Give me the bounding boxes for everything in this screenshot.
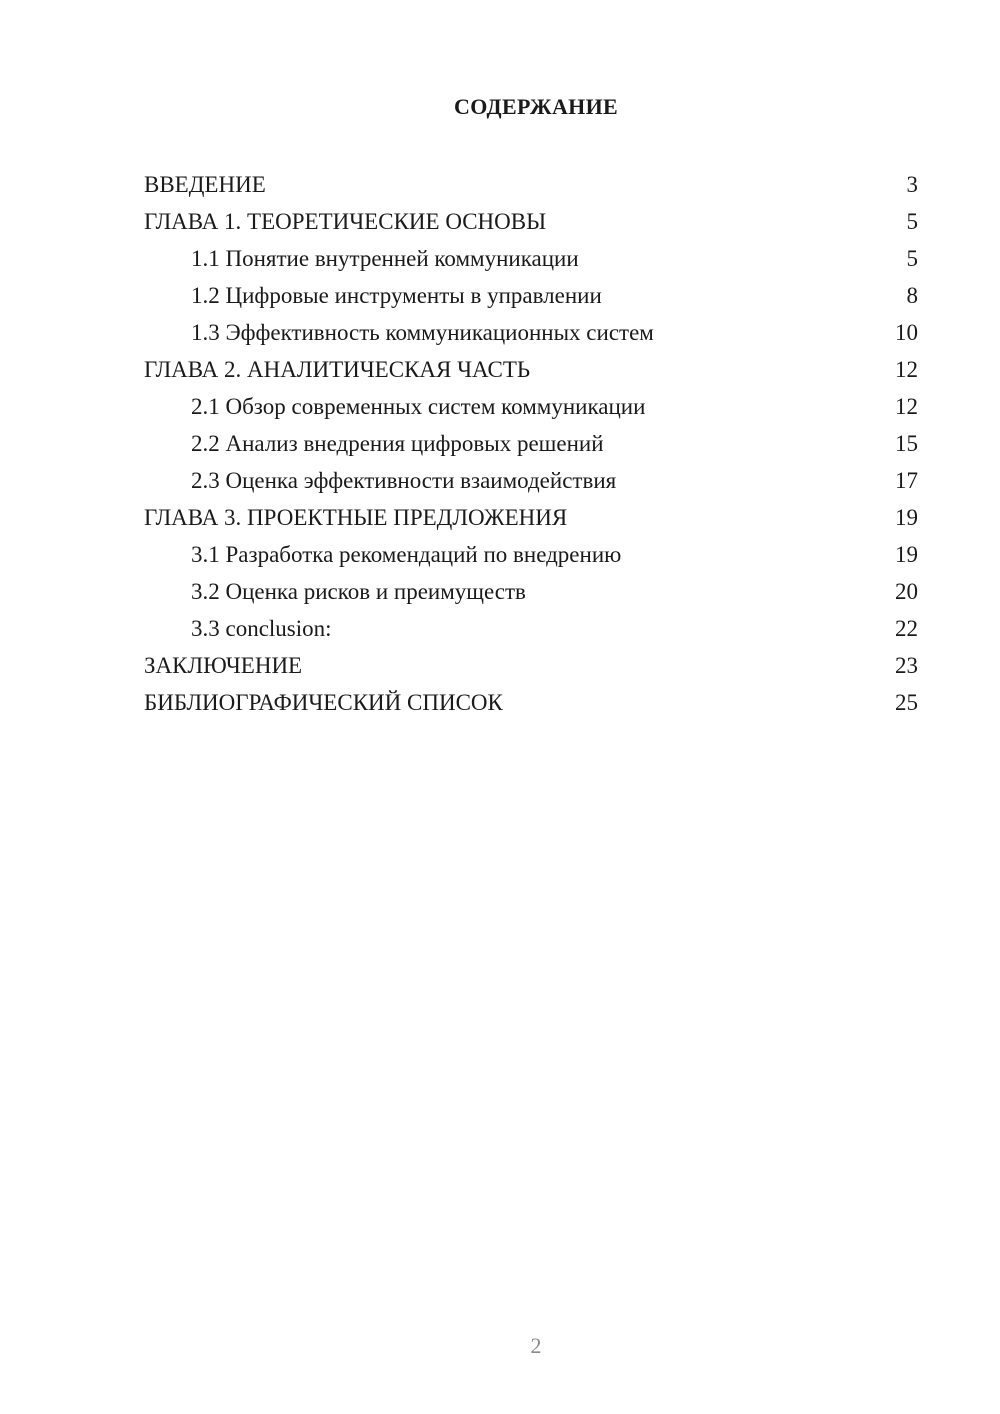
toc-entry — [144, 647, 918, 684]
toc-subentry — [144, 573, 918, 610]
toc-entry-page: 20 — [895, 578, 918, 604]
toc-subentry — [144, 462, 918, 499]
toc-subentry — [144, 425, 918, 462]
toc-entry-label: БИБЛИОГРАФИЧЕСКИЙ СПИСОК — [144, 689, 503, 715]
toc-entry-page: 15 — [895, 430, 918, 456]
toc-subentry — [144, 277, 918, 314]
toc-entry-label: 3.2 Оценка рисков и преимуществ — [191, 578, 526, 604]
toc-entry-page: 12 — [895, 356, 918, 382]
toc-entry-label: ВВЕДЕНИЕ — [144, 171, 266, 197]
toc-subentry — [144, 536, 918, 573]
toc-entry-label: ГЛАВА 3. ПРОЕКТНЫЕ ПРЕДЛОЖЕНИЯ — [144, 504, 568, 530]
toc-entry-label: 2.3 Оценка эффективности взаимодействия — [191, 467, 617, 493]
table-of-contents — [144, 166, 918, 721]
toc-subentry — [144, 314, 918, 351]
toc-entry — [144, 203, 918, 240]
toc-entry-label: 1.3 Эффективность коммуникационных систем — [191, 319, 654, 345]
toc-subentry — [144, 388, 918, 425]
toc-entry-page: 19 — [895, 504, 918, 530]
toc-subentry — [144, 610, 918, 647]
toc-entry-page: 10 — [895, 319, 918, 345]
toc-entry-page: 8 — [906, 282, 918, 308]
toc-entry-page: 22 — [895, 615, 918, 641]
toc-entry-label: 1.1 Понятие внутренней коммуникации — [191, 245, 579, 271]
toc-entry-page: 19 — [895, 541, 918, 567]
toc-entry-page: 25 — [895, 689, 918, 715]
toc-entry-page: 12 — [895, 393, 918, 419]
toc-entry-label: ЗАКЛЮЧЕНИЕ — [144, 652, 303, 678]
toc-entry — [144, 166, 918, 203]
page-number: 2 — [530, 1333, 542, 1358]
toc-entry-label: 2.2 Анализ внедрения цифровых решений — [191, 430, 604, 456]
toc-entry-label: ГЛАВА 2. АНАЛИТИЧЕСКАЯ ЧАСТЬ — [144, 356, 531, 382]
toc-entry-label: 1.2 Цифровые инструменты в управлении — [191, 282, 602, 308]
toc-entry-page: 23 — [895, 652, 918, 678]
toc-subentry — [144, 240, 918, 277]
toc-entry-page: 17 — [895, 467, 918, 493]
toc-entry-label: 3.3 conclusion: — [191, 615, 332, 641]
toc-entry — [144, 684, 918, 721]
toc-entry — [144, 499, 918, 536]
toc-entry-label: 3.1 Разработка рекомендаций по внедрению — [191, 541, 622, 567]
toc-entry-label: ГЛАВА 1. ТЕОРЕТИЧЕСКИЕ ОСНОВЫ — [144, 208, 547, 234]
toc-entry — [144, 351, 918, 388]
toc-entry-page: 3 — [906, 171, 918, 197]
page-title: СОДЕРЖАНИЕ — [454, 94, 618, 119]
toc-entry-label: 2.1 Обзор современных систем коммуникации — [191, 393, 646, 419]
toc-entry-page: 5 — [906, 208, 918, 234]
toc-entry-page: 5 — [906, 245, 918, 271]
